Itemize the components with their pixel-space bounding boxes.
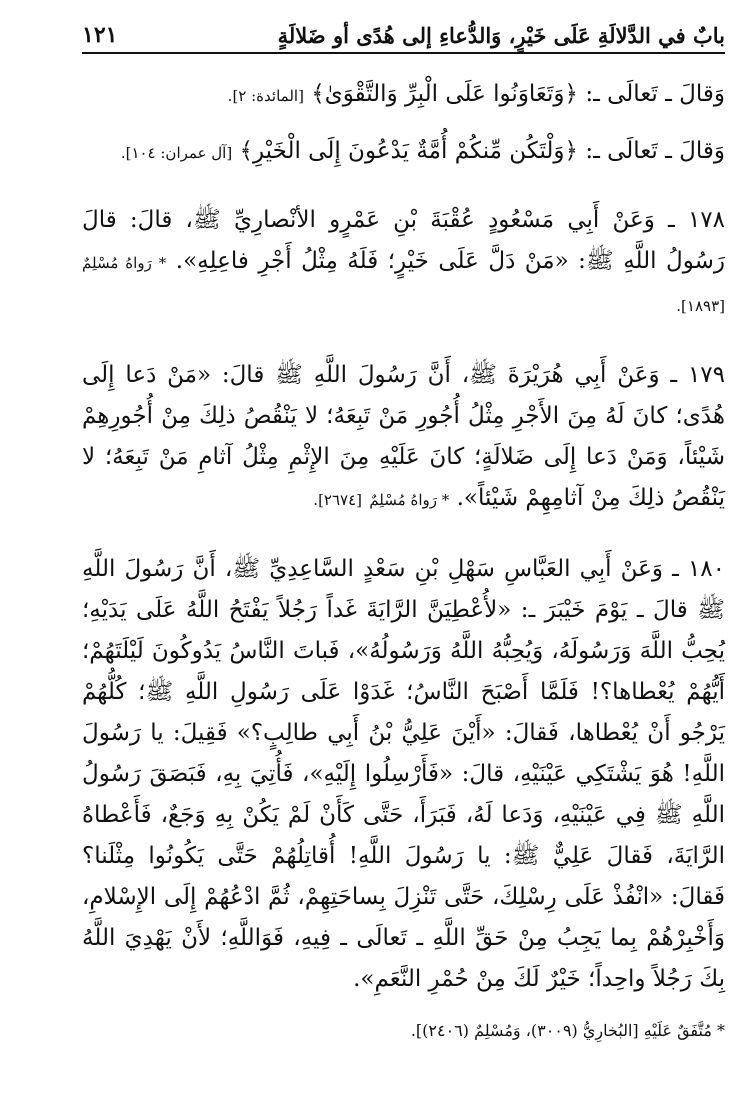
verse-al-imran [82,131,725,174]
verse-text: ﴿وَلْتَكُن مِّنكُمْ أُمَّةٌ يَدْعُونَ إِلَى الْخَيْرِ﴾ [239,138,579,164]
verse-intro: وَقالَ ـ تَعالَى ـ: [585,138,725,164]
verse-intro: وَقالَ ـ تَعالَى ـ: [585,81,725,107]
hadith-text: ١٨٠ ـ وَعَنْ أَبِي العَبَّاسِ سَهْلِ بْنِ سَعْدٍ السَّاعِدِيِّ ﷺ، أَنَّ رَسُولَ اللَّهِ ﷺ قالَ ـ يَوْمَ خَيْبَرَ ـ: «لأُعْطِيَنَّ الرَّايَةَ غَداً رَجُلاً يَفْتَحُ اللَّهُ عَلَى يَدَيْهِ؛ يُحِبُّ اللَّهَ وَرَسُولَهُ، وَيُحِبُّهُ اللَّهُ وَرَسُولُهُ»، فَباتَ النَّاسُ يَدُوكُونَ لَيْلَتَهُمْ؛ أَيُّهُمْ يُعْطاها؟! فَلَمَّا أَصْبَحَ النَّاسُ؛ غَدَوْا عَلَى رَسُولِ اللَّهِ ﷺ؛ كُلُّهُمْ يَرْجُو أَنْ يُعْطاها، فَقالَ: «أَيْنَ عَلِيُّ بْنُ أَبِي طالِبٍ؟» فَقِيلَ: يا رَسُولَ اللَّهِ! هُوَ يَشْتَكِي عَيْنَيْهِ، قالَ: «فَأَرْسِلُوا إِلَيْهِ»، فَأُتِيَ بِهِ، فَبَصَقَ رَسُولُ اللَّهِ ﷺ فِي عَيْنَيْهِ، وَدَعا لَهُ، فَبَرَأَ، حَتَّى كَأَنْ لَمْ يَكُنْ بِهِ وَجَعٌ، فَأَعْطاهُ الرَّايَةَ، فَقالَ عَلِيٌّ ﷺ: يا رَسُولَ اللَّهِ! أُقاتِلُهُمْ حَتَّى يَكُونُوا مِثْلَنا؟ فَقالَ: «انْفُذْ عَلَى رِسْلِكَ، حَتَّى تَنْزِلَ بِساحَتِهِمْ، ثُمَّ ادْعُهُمْ إِلَى الإِسْلامِ، وَأَخْبِرْهُمْ بِما يَجِبُ مِنْ حَقِّ اللَّهِ ـ تَعالَى ـ فِيهِ، فَوَاللَّهِ؛ لأَنْ يَهْدِيَ اللَّهُ بِكَ رَجُلاً واحِداً؛ خَيْرٌ لَكَ مِنْ حُمْرِ النَّعَمِ». [82,556,725,992]
header-rule [82,52,725,54]
hadith-source: * رَواهُ مُسْلِمٌ [82,254,167,272]
hadith-178 [82,200,725,327]
hadith-text: ١٧٨ ـ وَعَنْ أَبِي مَسْعُودٍ عُقْبَةَ بْنِ عَمْرٍو الأنْصارِيِّ ﷺ، قالَ: قالَ رَسُولُ اللَّهِ ﷺ: «مَنْ دَلَّ عَلَى خَيْرٍ؛ فَلَهُ مِثْلُ أَجْرِ فاعِلِهِ». [82,207,726,274]
verse-reference: [آل عمران: ١٠٤]. [120,144,233,162]
hadith-number: [٢٦٧٤]. [313,491,363,509]
hadith-source: * رَواهُ مُسْلِمٌ [369,491,450,509]
hadith-180-takhrij: * مُتَّفَقٌ عَلَيْهِ [البُخارِيُّ (٣٠٠٩)، وَمُسْلِمٌ (٢٤٠٦)]. [410,1021,725,1040]
hadith-179 [82,355,725,521]
verse-text: ﴿وَتَعَاوَنُوا عَلَى الْبِرِّ وَالتَّقْوَىٰ﴾ [311,81,579,107]
hadith-180 [82,549,725,1000]
hadith-number: [١٨٩٣]. [676,297,725,315]
verse-reference: [المائدة: ٢]. [227,87,304,105]
page-header [82,14,725,48]
page-number: ١٢١ [82,22,118,48]
verse-maidah [82,74,725,117]
hadith-text: ١٧٩ ـ وَعَنْ أَبِي هُرَيْرَةَ ﷺ، أَنَّ رَسُولَ اللَّهِ ﷺ قالَ: «مَنْ دَعا إِلَى هُدًى؛ كانَ لَهُ مِنَ الأَجْرِ مِثْلُ أُجُورِ مَنْ تَبِعَهُ؛ لا يَنْقُصُ ذلِكَ مِنْ أُجُورِهِمْ شَيْئاً، وَمَنْ دَعا إِلَى ضَلالَةٍ؛ كانَ عَلَيْهِ مِنَ الإِثْمِ مِثْلُ آثامِ مَنْ تَبِعَهُ؛ لا يَنْقُصُ ذلِكَ مِنْ آثامِهِمْ شَيْئاً». [82,362,725,511]
running-title: بابٌ في الدَّلالَةِ عَلَى خَيْرٍ، وَالدُّعاءِ إلى هُدًى أو ضَلالَةٍ [277,23,725,48]
page-body [82,60,725,1062]
